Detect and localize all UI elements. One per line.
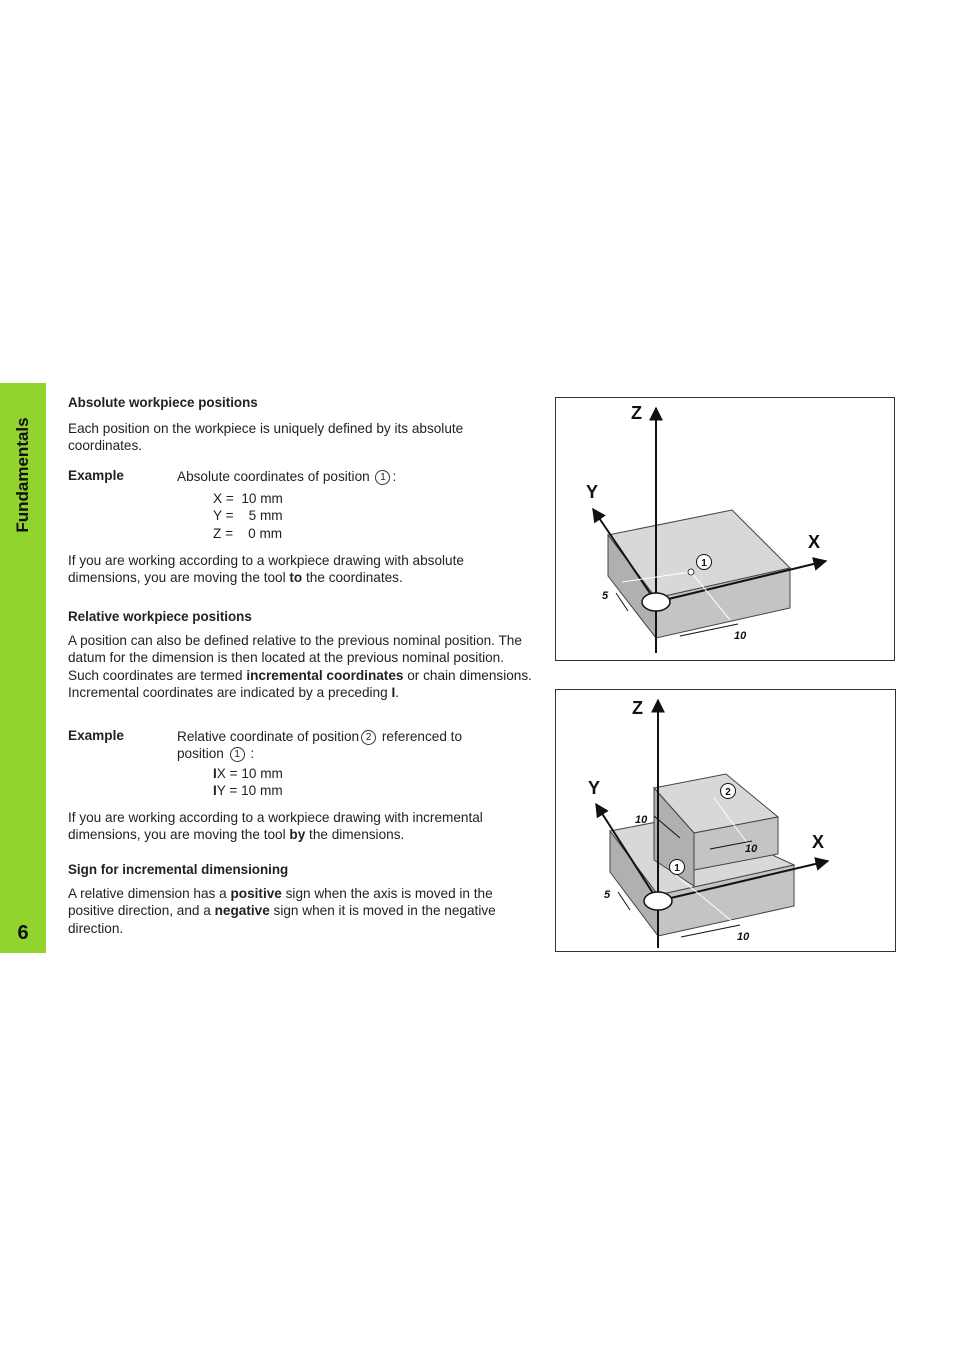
page-number: 6 <box>17 922 29 944</box>
relative-coordinates <box>213 765 283 800</box>
section-label: Fundamentals <box>13 417 32 533</box>
z-axis-label: Z <box>632 698 643 718</box>
position-1-point <box>688 569 694 575</box>
dimension-label-10-bottom: 10 <box>737 931 750 943</box>
x-axis-label: X <box>808 532 821 552</box>
example-label-1: Example <box>68 468 124 483</box>
position-1-label: 1 <box>674 863 680 874</box>
y-axis-label: Y <box>588 778 601 798</box>
absolute-note: If you are working according to a workpiece drawing with absolute dimensions, you are moving the tool to the coordinates. <box>68 553 464 586</box>
sign-paragraph: A relative dimension has a positive sign when the axis is moved in the positive direction, and a negative sign when it is moved in the negative direction. <box>68 886 496 936</box>
dimension-label-10: 10 <box>734 630 747 642</box>
example-label-2: Example <box>68 728 124 743</box>
example-text-1: Absolute coordinates of position 1 : <box>177 469 397 484</box>
heading-relative: Relative workpiece positions <box>68 609 252 624</box>
y-axis-label: Y <box>586 482 599 502</box>
coord-y: Y = 5 mm <box>213 508 283 524</box>
datum-point <box>644 892 672 910</box>
dimension-label-5: 5 <box>602 590 609 602</box>
dimension-label-10-x: 10 <box>745 843 758 855</box>
dimension-label-5: 5 <box>604 889 611 901</box>
relative-note: If you are working according to a workpiece drawing with incremental dimensions, you are moving the tool by the dimensions. <box>68 810 483 843</box>
position-2-label: 2 <box>725 787 731 798</box>
figure-absolute-coordinates <box>555 397 895 661</box>
absolute-coordinates <box>213 490 283 542</box>
z-axis-label: Z <box>631 403 642 423</box>
position-marker-1b: 1 <box>230 747 245 762</box>
coord-z: Z = 0 mm <box>213 525 283 541</box>
dimension-label-10-y: 10 <box>635 814 648 826</box>
datum-point <box>642 593 670 611</box>
absolute-intro: Each position on the workpiece is uniquely defined by its absolute coordinates. <box>68 421 464 454</box>
coord-x: X = 10 mm <box>213 491 283 506</box>
example-text-2: Relative coordinate of position 2 referenced to position 1 : <box>177 729 463 762</box>
position-1-label: 1 <box>701 558 707 569</box>
position-marker-1: 1 <box>375 470 390 485</box>
heading-absolute: Absolute workpiece positions <box>68 395 258 410</box>
figure-2-drawing <box>556 690 895 951</box>
x-axis-label: X <box>812 832 825 852</box>
heading-sign: Sign for incremental dimensioning <box>68 862 289 877</box>
relative-paragraph: A position can also be defined relative to the previous nominal position. The datum for the dimension is then located at the previous nominal position. Such coordinates are termed incremental coordinates or chain dimensions. Incremental coordinates are indicated by a preceding I. <box>68 633 532 700</box>
coord-ix: IX = 10 mm <box>213 766 283 781</box>
position-marker-2: 2 <box>361 730 376 745</box>
figure-1-drawing <box>556 398 894 660</box>
coord-iy: IY = 10 mm <box>213 783 283 799</box>
figure-incremental-coordinates <box>555 689 896 952</box>
